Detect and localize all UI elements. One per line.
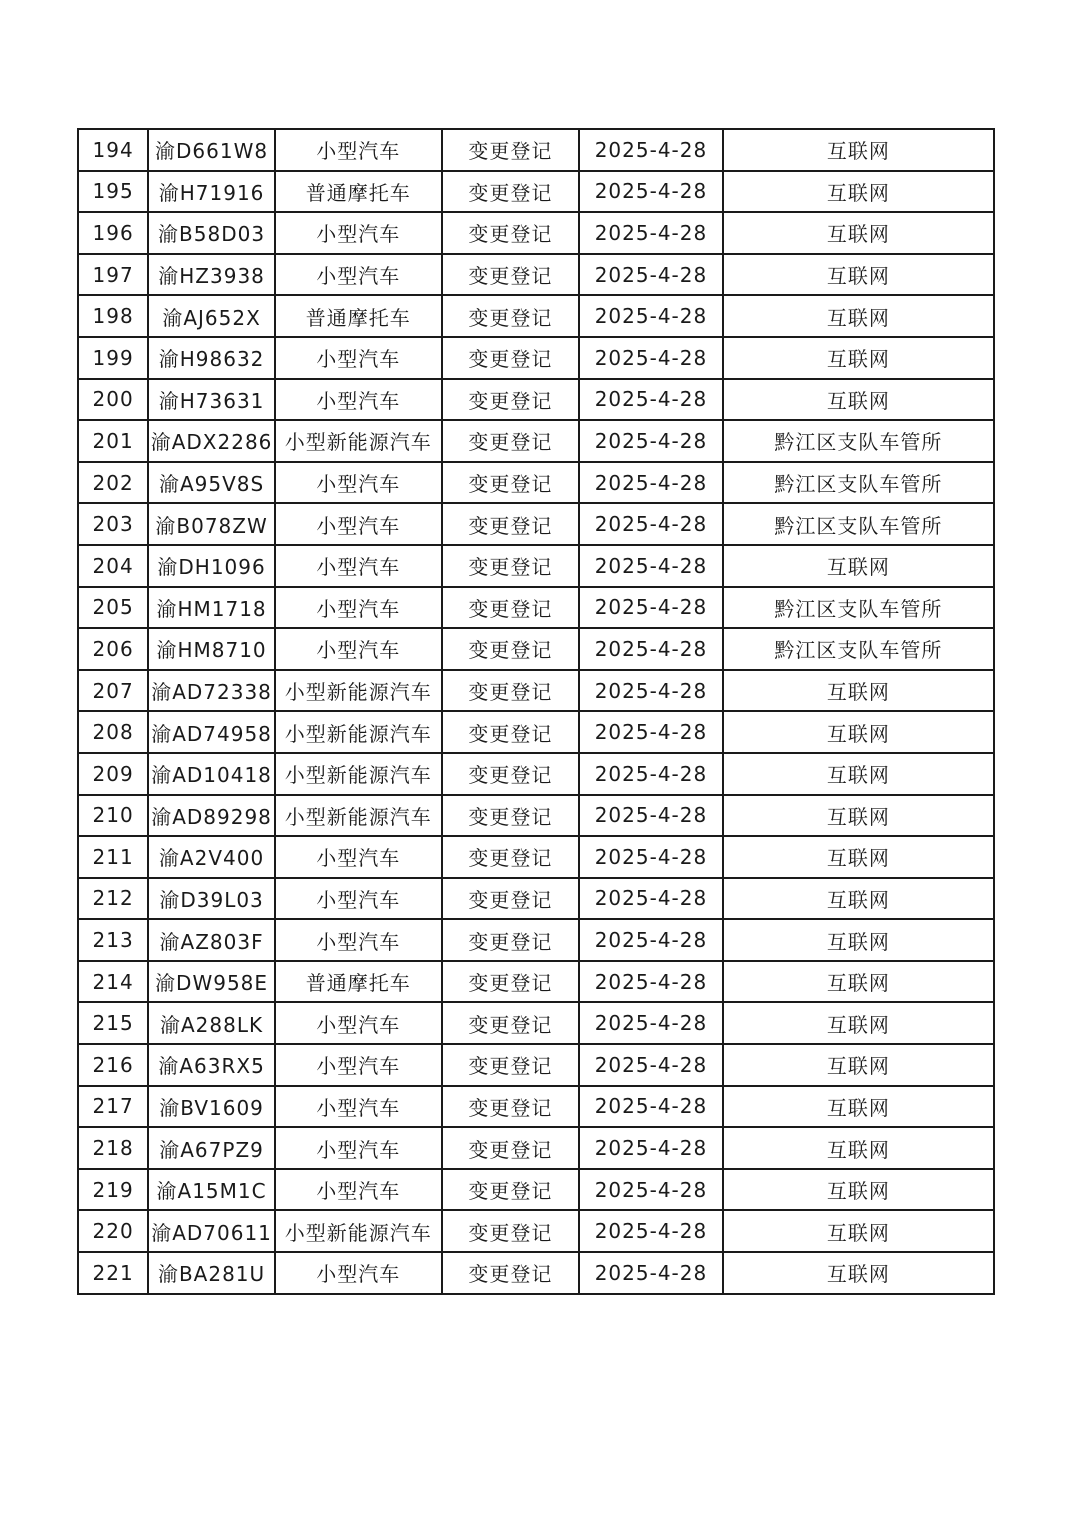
plate-number-cell: 渝A15M1C [148, 1169, 275, 1211]
date-cell: 2025-4-28 [579, 379, 723, 421]
row-number-cell: 201 [78, 420, 148, 462]
row-number-cell: 200 [78, 379, 148, 421]
date-cell: 2025-4-28 [579, 711, 723, 753]
plate-number-cell: 渝HM1718 [148, 587, 275, 629]
row-number-cell: 209 [78, 753, 148, 795]
channel-cell: 互联网 [723, 1044, 994, 1086]
date-cell: 2025-4-28 [579, 1086, 723, 1128]
channel-cell: 互联网 [723, 878, 994, 920]
vehicle-type-cell: 小型汽车 [275, 254, 442, 296]
table-row [78, 1002, 994, 1044]
date-cell: 2025-4-28 [579, 919, 723, 961]
plate-number-cell: 渝BV1609 [148, 1086, 275, 1128]
channel-cell: 黔江区支队车管所 [723, 462, 994, 504]
table-row [78, 212, 994, 254]
plate-number-cell: 渝ADX2286 [148, 420, 275, 462]
business-type-cell: 变更登记 [442, 753, 580, 795]
channel-cell: 互联网 [723, 254, 994, 296]
channel-cell: 互联网 [723, 337, 994, 379]
business-type-cell: 变更登记 [442, 254, 580, 296]
date-cell: 2025-4-28 [579, 795, 723, 837]
channel-cell: 互联网 [723, 919, 994, 961]
row-number-cell: 216 [78, 1044, 148, 1086]
table-row [78, 129, 994, 171]
row-number-cell: 214 [78, 961, 148, 1003]
vehicle-type-cell: 小型新能源汽车 [275, 795, 442, 837]
plate-number-cell: 渝AD70611 [148, 1210, 275, 1252]
plate-number-cell: 渝HM8710 [148, 628, 275, 670]
date-cell: 2025-4-28 [579, 337, 723, 379]
table-row [78, 670, 994, 712]
row-number-cell: 202 [78, 462, 148, 504]
table-row [78, 711, 994, 753]
table-row [78, 171, 994, 213]
plate-number-cell: 渝B078ZW [148, 503, 275, 545]
plate-number-cell: 渝D39L03 [148, 878, 275, 920]
table-row [78, 420, 994, 462]
vehicle-type-cell: 普通摩托车 [275, 171, 442, 213]
channel-cell: 互联网 [723, 295, 994, 337]
row-number-cell: 199 [78, 337, 148, 379]
plate-number-cell: 渝A67PZ9 [148, 1127, 275, 1169]
business-type-cell: 变更登记 [442, 420, 580, 462]
row-number-cell: 203 [78, 503, 148, 545]
plate-number-cell: 渝A288LK [148, 1002, 275, 1044]
business-type-cell: 变更登记 [442, 878, 580, 920]
business-type-cell: 变更登记 [442, 171, 580, 213]
row-number-cell: 210 [78, 795, 148, 837]
plate-number-cell: 渝AD10418 [148, 753, 275, 795]
row-number-cell: 217 [78, 1086, 148, 1128]
plate-number-cell: 渝H73631 [148, 379, 275, 421]
business-type-cell: 变更登记 [442, 503, 580, 545]
channel-cell: 互联网 [723, 1210, 994, 1252]
date-cell: 2025-4-28 [579, 753, 723, 795]
business-type-cell: 变更登记 [442, 379, 580, 421]
row-number-cell: 211 [78, 836, 148, 878]
channel-cell: 互联网 [723, 670, 994, 712]
plate-number-cell: 渝H71916 [148, 171, 275, 213]
table-row [78, 379, 994, 421]
date-cell: 2025-4-28 [579, 129, 723, 171]
table-row [78, 836, 994, 878]
vehicle-type-cell: 小型汽车 [275, 1002, 442, 1044]
vehicle-type-cell: 小型汽车 [275, 1252, 442, 1294]
table-row [78, 587, 994, 629]
channel-cell: 互联网 [723, 1169, 994, 1211]
vehicle-type-cell: 小型汽车 [275, 337, 442, 379]
vehicle-type-cell: 小型汽车 [275, 1169, 442, 1211]
row-number-cell: 221 [78, 1252, 148, 1294]
table-body [78, 129, 994, 1294]
vehicle-type-cell: 小型汽车 [275, 1086, 442, 1128]
business-type-cell: 变更登记 [442, 1127, 580, 1169]
date-cell: 2025-4-28 [579, 503, 723, 545]
plate-number-cell: 渝AJ652X [148, 295, 275, 337]
table-row [78, 1086, 994, 1128]
row-number-cell: 198 [78, 295, 148, 337]
plate-number-cell: 渝HZ3938 [148, 254, 275, 296]
date-cell: 2025-4-28 [579, 254, 723, 296]
table-row [78, 1210, 994, 1252]
table-row [78, 462, 994, 504]
plate-number-cell: 渝AD89298 [148, 795, 275, 837]
plate-number-cell: 渝H98632 [148, 337, 275, 379]
business-type-cell: 变更登记 [442, 587, 580, 629]
table-row [78, 1252, 994, 1294]
plate-number-cell: 渝BA281U [148, 1252, 275, 1294]
table-row [78, 254, 994, 296]
channel-cell: 黔江区支队车管所 [723, 503, 994, 545]
channel-cell: 互联网 [723, 711, 994, 753]
date-cell: 2025-4-28 [579, 670, 723, 712]
vehicle-type-cell: 小型汽车 [275, 503, 442, 545]
business-type-cell: 变更登记 [442, 545, 580, 587]
plate-number-cell: 渝A95V8S [148, 462, 275, 504]
row-number-cell: 197 [78, 254, 148, 296]
channel-cell: 互联网 [723, 836, 994, 878]
row-number-cell: 220 [78, 1210, 148, 1252]
date-cell: 2025-4-28 [579, 1252, 723, 1294]
channel-cell: 互联网 [723, 1086, 994, 1128]
vehicle-type-cell: 小型汽车 [275, 836, 442, 878]
business-type-cell: 变更登记 [442, 628, 580, 670]
channel-cell: 互联网 [723, 379, 994, 421]
table-row [78, 295, 994, 337]
table-row [78, 1127, 994, 1169]
business-type-cell: 变更登记 [442, 795, 580, 837]
channel-cell: 黔江区支队车管所 [723, 628, 994, 670]
channel-cell: 互联网 [723, 753, 994, 795]
channel-cell: 互联网 [723, 1252, 994, 1294]
plate-number-cell: 渝B58D03 [148, 212, 275, 254]
vehicle-type-cell: 小型汽车 [275, 379, 442, 421]
date-cell: 2025-4-28 [579, 1002, 723, 1044]
business-type-cell: 变更登记 [442, 212, 580, 254]
vehicle-type-cell: 小型汽车 [275, 919, 442, 961]
business-type-cell: 变更登记 [442, 337, 580, 379]
date-cell: 2025-4-28 [579, 295, 723, 337]
table-row [78, 1169, 994, 1211]
plate-number-cell: 渝AZ803F [148, 919, 275, 961]
date-cell: 2025-4-28 [579, 462, 723, 504]
vehicle-type-cell: 普通摩托车 [275, 295, 442, 337]
table-row [78, 337, 994, 379]
plate-number-cell: 渝A63RX5 [148, 1044, 275, 1086]
business-type-cell: 变更登记 [442, 295, 580, 337]
business-type-cell: 变更登记 [442, 1044, 580, 1086]
table-row [78, 795, 994, 837]
business-type-cell: 变更登记 [442, 1169, 580, 1211]
row-number-cell: 204 [78, 545, 148, 587]
channel-cell: 黔江区支队车管所 [723, 587, 994, 629]
business-type-cell: 变更登记 [442, 462, 580, 504]
row-number-cell: 215 [78, 1002, 148, 1044]
channel-cell: 互联网 [723, 129, 994, 171]
row-number-cell: 213 [78, 919, 148, 961]
business-type-cell: 变更登记 [442, 961, 580, 1003]
row-number-cell: 218 [78, 1127, 148, 1169]
vehicle-type-cell: 小型汽车 [275, 628, 442, 670]
business-type-cell: 变更登记 [442, 919, 580, 961]
date-cell: 2025-4-28 [579, 420, 723, 462]
date-cell: 2025-4-28 [579, 171, 723, 213]
vehicle-type-cell: 小型汽车 [275, 462, 442, 504]
vehicle-type-cell: 小型新能源汽车 [275, 670, 442, 712]
table-row [78, 919, 994, 961]
vehicle-type-cell: 小型新能源汽车 [275, 753, 442, 795]
date-cell: 2025-4-28 [579, 1044, 723, 1086]
business-type-cell: 变更登记 [442, 1086, 580, 1128]
vehicle-type-cell: 普通摩托车 [275, 961, 442, 1003]
date-cell: 2025-4-28 [579, 628, 723, 670]
business-type-cell: 变更登记 [442, 1210, 580, 1252]
channel-cell: 互联网 [723, 1127, 994, 1169]
date-cell: 2025-4-28 [579, 836, 723, 878]
plate-number-cell: 渝DW958E [148, 961, 275, 1003]
business-type-cell: 变更登记 [442, 670, 580, 712]
table-row [78, 503, 994, 545]
row-number-cell: 212 [78, 878, 148, 920]
plate-number-cell: 渝DH1096 [148, 545, 275, 587]
channel-cell: 黔江区支队车管所 [723, 420, 994, 462]
channel-cell: 互联网 [723, 171, 994, 213]
row-number-cell: 206 [78, 628, 148, 670]
vehicle-type-cell: 小型汽车 [275, 878, 442, 920]
vehicle-type-cell: 小型汽车 [275, 1127, 442, 1169]
plate-number-cell: 渝A2V400 [148, 836, 275, 878]
vehicle-type-cell: 小型汽车 [275, 1044, 442, 1086]
row-number-cell: 195 [78, 171, 148, 213]
date-cell: 2025-4-28 [579, 1210, 723, 1252]
row-number-cell: 194 [78, 129, 148, 171]
table-row [78, 545, 994, 587]
channel-cell: 互联网 [723, 961, 994, 1003]
table-row [78, 753, 994, 795]
channel-cell: 互联网 [723, 1002, 994, 1044]
vehicle-type-cell: 小型汽车 [275, 129, 442, 171]
table-row [78, 1044, 994, 1086]
date-cell: 2025-4-28 [579, 1169, 723, 1211]
plate-number-cell: 渝AD72338 [148, 670, 275, 712]
row-number-cell: 208 [78, 711, 148, 753]
row-number-cell: 207 [78, 670, 148, 712]
date-cell: 2025-4-28 [579, 587, 723, 629]
business-type-cell: 变更登记 [442, 1002, 580, 1044]
business-type-cell: 变更登记 [442, 711, 580, 753]
business-type-cell: 变更登记 [442, 1252, 580, 1294]
vehicle-registration-table [77, 128, 995, 1295]
vehicle-type-cell: 小型汽车 [275, 545, 442, 587]
date-cell: 2025-4-28 [579, 878, 723, 920]
date-cell: 2025-4-28 [579, 961, 723, 1003]
table-row [78, 628, 994, 670]
vehicle-type-cell: 小型新能源汽车 [275, 711, 442, 753]
row-number-cell: 205 [78, 587, 148, 629]
channel-cell: 互联网 [723, 545, 994, 587]
channel-cell: 互联网 [723, 795, 994, 837]
table-row [78, 961, 994, 1003]
date-cell: 2025-4-28 [579, 545, 723, 587]
business-type-cell: 变更登记 [442, 129, 580, 171]
vehicle-type-cell: 小型新能源汽车 [275, 1210, 442, 1252]
row-number-cell: 196 [78, 212, 148, 254]
business-type-cell: 变更登记 [442, 836, 580, 878]
plate-number-cell: 渝AD74958 [148, 711, 275, 753]
table-row [78, 878, 994, 920]
date-cell: 2025-4-28 [579, 212, 723, 254]
vehicle-type-cell: 小型新能源汽车 [275, 420, 442, 462]
row-number-cell: 219 [78, 1169, 148, 1211]
plate-number-cell: 渝D661W8 [148, 129, 275, 171]
channel-cell: 互联网 [723, 212, 994, 254]
date-cell: 2025-4-28 [579, 1127, 723, 1169]
vehicle-type-cell: 小型汽车 [275, 587, 442, 629]
vehicle-type-cell: 小型汽车 [275, 212, 442, 254]
